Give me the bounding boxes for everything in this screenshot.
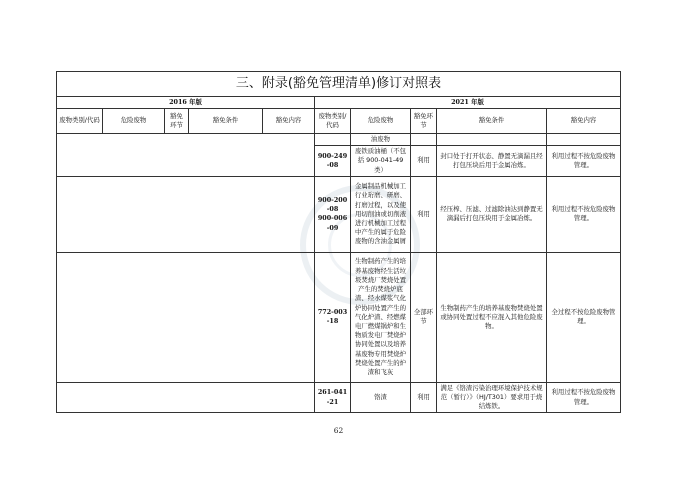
row-content: 利用过程不按危险废物管理。 xyxy=(547,146,621,177)
right-header-content: 豁免内容 xyxy=(547,109,621,134)
row-code xyxy=(315,134,351,146)
row-condition: 生物制药产生的培养基废物焚烧处置或协同处置过程不应混入其他危险废物。 xyxy=(437,252,547,382)
row-condition: 满足《铬渣污染治理环境保护技术规范（暂行）》（HJ/T301）要求用于烧结炼铁。 xyxy=(437,382,547,413)
row-code: 900-249-08 xyxy=(315,146,351,177)
row-content: 全过程不按危险废物管理。 xyxy=(547,252,621,382)
table-row xyxy=(57,382,621,413)
left-empty-cell xyxy=(57,382,315,413)
left-empty-cell xyxy=(57,176,315,252)
row-waste: 油废物 xyxy=(351,134,411,146)
row-stage: 利用 xyxy=(411,176,437,252)
right-header-category: 废物类别/代码 xyxy=(315,109,351,134)
row-waste: 废铁质油桶（不包括 900-041-49 类） xyxy=(351,146,411,177)
left-header-category: 废物类别/代码 xyxy=(57,109,103,134)
row-content xyxy=(547,134,621,146)
row-condition: 封口处于打开状态、静置无滴漏且经打包压块后用于金属冶炼。 xyxy=(437,146,547,177)
left-header-content: 豁免内容 xyxy=(263,109,315,134)
row-stage: 利用 xyxy=(411,146,437,177)
right-year-label: 2021 年版 xyxy=(315,97,621,109)
left-header-stage: 豁免环节 xyxy=(165,109,189,134)
page-number: 62 xyxy=(333,426,344,435)
row-content: 利用过程不按危险废物管理。 xyxy=(547,176,621,252)
left-header-waste: 危险废物 xyxy=(103,109,165,134)
table-row xyxy=(57,176,621,252)
right-header-condition: 豁免条件 xyxy=(437,109,547,134)
row-code: 261-041-21 xyxy=(315,382,351,413)
left-year-label: 2016 年版 xyxy=(57,97,315,109)
row-condition: 经压榨、压滤、过滤除油达到静置无滴漏后打包压块用于金属冶炼。 xyxy=(437,176,547,252)
left-empty-cell xyxy=(57,252,315,382)
row-code: 900-200-08 900-006-09 xyxy=(315,176,351,252)
row-stage: 全部环节 xyxy=(411,252,437,382)
row-stage: 利用 xyxy=(411,382,437,413)
table-row xyxy=(57,134,621,146)
left-header-condition: 豁免条件 xyxy=(189,109,263,134)
row-stage xyxy=(411,134,437,146)
revision-comparison-table xyxy=(56,71,621,413)
row-waste: 铬渣 xyxy=(351,382,411,413)
right-header-stage: 豁免环节 xyxy=(411,109,437,134)
row-waste: 生物制药产生的培养基废物经生活垃圾焚烧厂焚烧处置产生的焚烧炉底渣、经水煤浆气化炉协同处置产生的气化炉渣、经燃煤电厂燃煤锅炉和生物质发电厂焚烧炉协同处置以及培养基废物专用焚烧炉焚烧处置产生的炉渣和飞灰 xyxy=(351,252,411,382)
table-title: 三、附录(豁免管理清单)修订对照表 xyxy=(57,72,621,97)
row-content: 利用过程不按危险废物管理。 xyxy=(547,382,621,413)
left-empty-cell xyxy=(57,134,315,177)
row-waste: 金属制品机械加工行业珩磨、研磨、打磨过程，以及使用切削油或切削液进行机械加工过程中产生的属于危险废物的含油金属屑 xyxy=(351,176,411,252)
table-row xyxy=(57,252,621,382)
row-condition xyxy=(437,134,547,146)
row-code: 772-003-18 xyxy=(315,252,351,382)
right-header-waste: 危险废物 xyxy=(351,109,411,134)
